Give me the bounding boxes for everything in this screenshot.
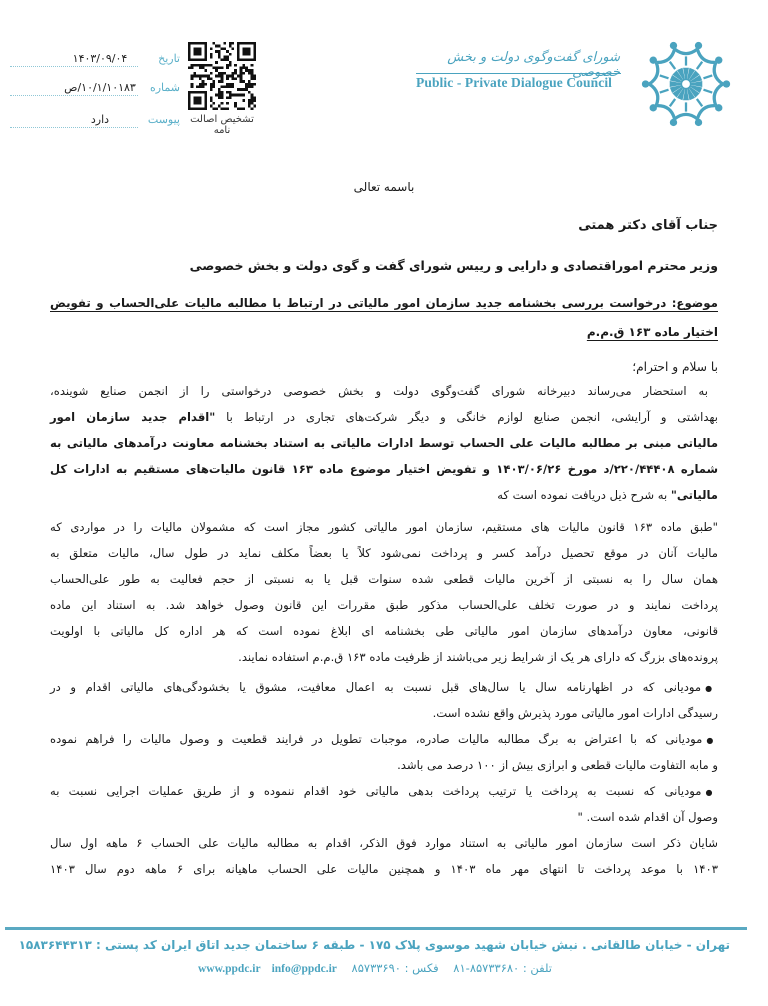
recipient-title: وزیر محترم اموراقتصادی و دارایی و رییس شورای گفت و گوی دولت و بخش خصوصی — [189, 258, 718, 273]
para1-line-5-plain: به شرح ذیل دریافت نموده است که — [497, 488, 671, 502]
date-field — [10, 52, 180, 72]
quote-line-2: مالیات آنان در موقع تحصیل درآمد کسر و پرداخت نمی‌شود کلاً یا بعضاً مکلف نماید در طول سال، مالیات متعلق به — [50, 546, 718, 560]
invocation: باسمه تعالی — [353, 180, 415, 194]
bullet-2-line-2: و مابه التفاوت مالیات قطعی و ابرازی بیش از ۱۰۰ درصد می باشد. — [397, 758, 718, 772]
number-label: شماره — [149, 81, 180, 94]
footer-email[interactable]: info@ppdc.ir — [271, 963, 337, 975]
council-emblem-icon — [640, 38, 732, 130]
para1-line-2-plain: بهداشتی و آرایشی، انجمن صنایع لوازم خانگی و دیگر شرکت‌های تجاری در ارتباط با — [215, 410, 719, 424]
para1-line-5 — [497, 488, 718, 502]
quote-line-1: "طبق ماده ۱۶۳ قانون مالیات های مستقیم، سازمان امور مالیاتی کشور مجاز است که مشمولان مالیات را در مواردی که — [50, 520, 718, 534]
para1-line-3: مالیاتی مبنی بر مطالبه مالیات علی الحساب توسط ادارات مالیاتی به استناد بخشنامه معاونت درآمدهای مالیاتی به — [50, 436, 718, 450]
footer-address: تهران - خیابان طالقانی . نبش خیابان شهید موسوی پلاک ۱۷۵ - طبقه ۶ ساختمان جدید اتاق ایران کد پستی : ۱۵۸۳۶۴۴۳۱۳ — [18, 938, 730, 952]
recipient-name: جناب آقای دکتر همتی — [578, 218, 718, 233]
footer-phone-value: ۸۵۷۳۳۶۸۰-۸۱ — [453, 961, 520, 975]
date-label: تاریخ — [158, 52, 180, 65]
para1-line-4: شماره ۲۲۰/۴۴۴۰۸/د مورخ ۱۴۰۳/۰۶/۲۶ و تفویض اختیار موضوع ماده ۱۶۳ قانون مالیات‌های مستقیم به ادارات کل — [50, 462, 718, 476]
footer-website[interactable]: www.ppdc.ir — [197, 963, 261, 975]
attachment-label: پیوست — [147, 113, 180, 126]
logo-divider — [416, 73, 621, 74]
qr-caption: تشخیص اصالت نامه — [190, 114, 254, 136]
qr-code-icon[interactable] — [188, 42, 256, 110]
para1-line-5-bold: مالیاتی" — [670, 488, 718, 502]
bullet-1-line-1: ● مودیانی که در اظهارنامه سال یا سال‌های قبل نسبت به اعمال معافیت، مشوق یا بخشودگی‌های مالیاتی اقدام و در — [50, 680, 718, 694]
closing-line-2: ۱۴۰۳ با موعد پرداخت تا انتهای مهر ماه ۱۴۰۳ و همچنین مالیات علی الحساب ماهیانه برای ۶ ماهه دوم سال ۱۴۰۳ — [50, 862, 718, 876]
bullet-2-line-1: ● مودیانی که با اعتراض به برگ مطالبه مالیات صادره، موجبات تطویل در فرایند قطعیت و وصول مالیات را فراهم نموده — [50, 732, 718, 746]
footer-phone-label: تلفن : — [522, 961, 552, 975]
footer-fax-label: فکس : — [404, 961, 439, 975]
para1-line-2 — [50, 410, 718, 424]
bullet-3-line-1: ● مودیانی که نسبت به پرداخت یا ترتیب پرداخت بدهی مالیاتی خود اقدام ننموده و از طریق عملیات اجرایی نسبت به — [50, 784, 718, 798]
footer-fax-value: ۸۵۷۳۳۶۹۰ — [351, 961, 401, 975]
number-value: ۱۰/۱/۱۰۱۸۳/ص — [64, 81, 136, 94]
quote-line-3: همان سال را به نسبتی از آخرین مالیات قطعی شده سنوات قبل یا به نسبتی از حجم فعالیت به طور علی‌الحساب — [50, 572, 718, 586]
para1-line-1: به استحضار می‌رساند دبیرخانه شورای گفت‌وگوی دولت و بخش خصوصی درخواستی را از انجمن صنایع شوینده، — [50, 384, 708, 398]
footer-phone — [453, 961, 552, 975]
bullet-1-line-2: رسیدگی ادارات امور مالیاتی مورد پذیرش واقع نشده است. — [432, 706, 718, 720]
date-value: ۱۴۰۳/۰۹/۰۴ — [72, 52, 128, 65]
footer-contact — [150, 961, 600, 975]
bullet-3-line-2: وصول آن اقدام شده است. " — [577, 810, 718, 824]
logo-persian-name: شورای گفت‌وگوی دولت و بخش خصوصی — [447, 50, 620, 80]
number-dotted-line — [10, 95, 138, 96]
quote-line-5: قانونی، معاون درآمدهای سازمان امور مالیاتی طی بخشنامه ای ابلاغ نموده است که هر اداره کل مالیاتی با اولویت — [50, 624, 718, 638]
attachment-value: دارد — [90, 113, 110, 126]
footer-fax — [352, 961, 439, 975]
date-dotted-line — [10, 66, 138, 67]
quote-line-6: پرونده‌های بزرگ که دارای هر یک از شرایط زیر می‌باشند از ظرفیت ماده ۱۶۳ ق.م.م استفاده نمایند. — [238, 650, 718, 664]
subject-line-2: اختیار ماده ۱۶۳ ق.م.م — [586, 325, 718, 339]
number-field — [10, 81, 180, 101]
attachment-field — [10, 113, 180, 133]
footer-divider — [5, 927, 747, 930]
quote-line-4: پرداخت نمایند و در صورت تخلف علی‌الحساب مذکور طبق مقررات این قانون وصول خواهد شد. به استناد این ماده — [50, 598, 718, 612]
para1-line-2-bold: "اقدام جدید سازمان امور — [50, 410, 216, 424]
subject-line-1: موضوع: درخواست بررسی بخشنامه جدید سازمان امور مالیاتی در ارتباط با مطالبه مالیات علی‌الحساب و تفویض — [50, 296, 718, 310]
attachment-dotted-line — [10, 127, 138, 128]
greeting: با سلام و احترام؛ — [632, 360, 718, 374]
logo-english-name: Public - Private Dialogue Council — [416, 75, 613, 90]
closing-line-1: شایان ذکر است سازمان امور مالیاتی به استناد موارد فوق الذکر، اقدام به مطالبه مالیات علی الحساب ۶ ماهه اول سال — [50, 836, 718, 850]
